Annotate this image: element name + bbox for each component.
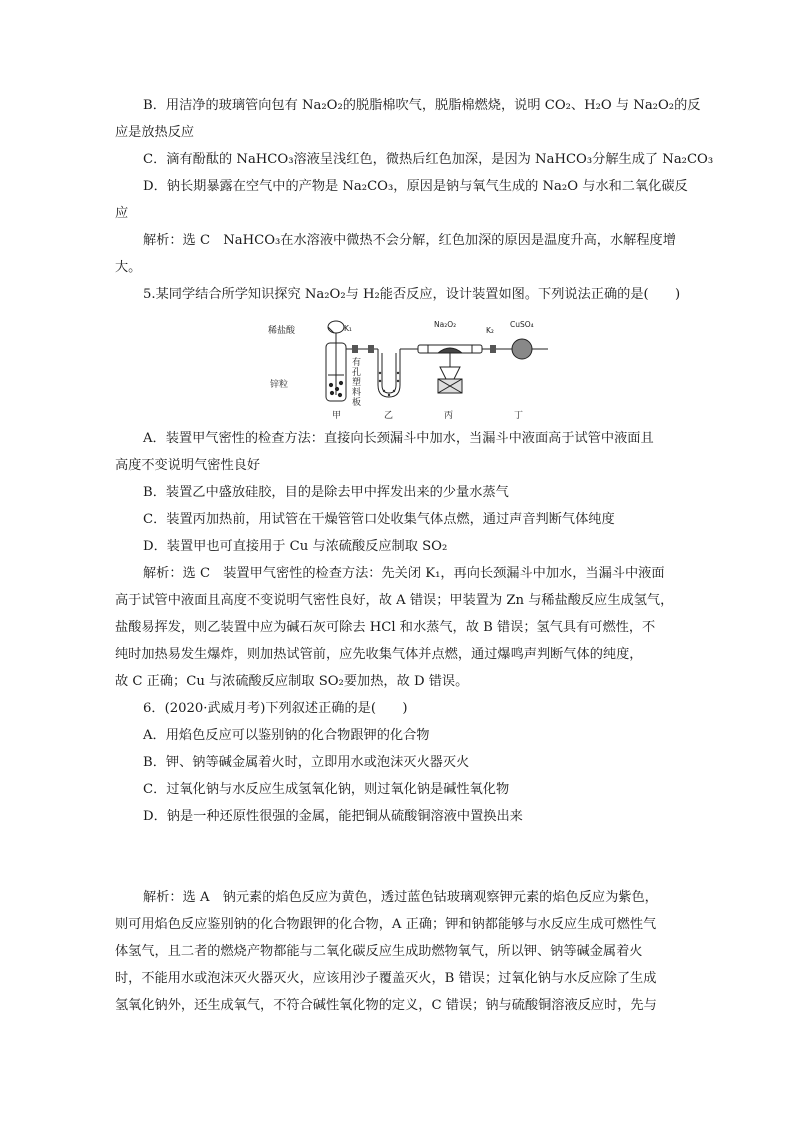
apparatus-figure xyxy=(268,313,558,425)
label-bing: 丙 xyxy=(444,411,454,421)
label-jia: 甲 xyxy=(332,411,342,421)
q5-option-c: C．装置丙加热前，用试管在干燥管管口处收集气体点燃，通过声音判断气体纯度 xyxy=(143,512,615,527)
q5-answer-line4: 纯时加热易发生爆炸，则加热试管前，应先收集气体并点燃，通过爆鸣声判断气体的纯度， xyxy=(115,647,643,662)
apparatus-yi xyxy=(378,349,418,397)
q6-option-b: B．钾、钠等碱金属着火时，立即用水或泡沫灭火器灭火 xyxy=(143,755,470,770)
q6-answer-line4: 时，不能用水或泡沫灭火器灭火，应该用沙子覆盖灭火，B 错误；过氧化钠与水反应除了生成 xyxy=(115,971,657,986)
apparatus-ding xyxy=(506,339,548,359)
q6-answer-line3: 体氢气，且二者的燃烧产物都能与二氧化碳反应生成助燃物氧气，所以钾、钠等碱金属着火 xyxy=(115,944,643,959)
q5-option-b: B．装置乙中盛放硅胶，目的是除去甲中挥发出来的少量水蒸气 xyxy=(143,485,509,500)
label-zinc: 锌粒 xyxy=(270,380,289,390)
q6-answer-line1: 解析：选 A 钠元素的焰色反应为黄色，透过蓝色钴玻璃观察钾元素的焰色反应为紫色， xyxy=(143,890,658,905)
q6-option-c: C．过氧化钠与水反应生成氢氧化钠，则过氧化钠是碱性氧化物 xyxy=(143,782,510,797)
label-ding: 丁 xyxy=(514,411,524,421)
q4-option-c: C．滴有酚酞的 NaHCO₃溶液呈浅红色，微热后红色加深，是因为 NaHCO₃分解生成了 Na₂CO₃ xyxy=(143,152,714,167)
label-plate-2: 孔 xyxy=(352,368,362,378)
q6-answer-line5: 氢氧化钠外，还生成氧气，不符合碱性氧化物的定义，C 错误；钠与硫酸铜溶液反应时，先与 xyxy=(115,998,657,1013)
q5-answer-line2: 高于试管中液面且高度不变说明气密性良好，故 A 错误；甲装置为 Zn 与稀盐酸反应生成氢气， xyxy=(115,593,674,608)
q6-answer-line2: 则可用焰色反应鉴别钠的化合物跟钾的化合物，A 正确；钾和钠都能够与水反应生成可燃性气 xyxy=(115,917,657,932)
label-plate-4: 料 xyxy=(352,388,362,398)
q5-option-d: D．装置甲也可直接用于 Cu 与浓硫酸反应制取 SO₂ xyxy=(143,539,448,554)
q4-option-b-line2: 应是放热反应 xyxy=(115,125,195,140)
q5-option-a-line1: A．装置甲气密性的检查方法：直接向长颈漏斗中加水，当漏斗中液面高于试管中液面且 xyxy=(143,431,654,446)
q6-option-d: D．钠是一种还原性很强的金属，能把铜从硫酸铜溶液中置换出来 xyxy=(143,809,523,824)
label-yi: 乙 xyxy=(384,411,394,421)
q5-option-a-line2: 高度不变说明气密性良好 xyxy=(115,458,261,473)
label-plate-3: 塑 xyxy=(352,378,362,388)
q5-answer-line3: 盐酸易挥发，则乙装置中应为碱石灰可除去 HCl 和水蒸气，故 B 错误；氢气具有可燃性，不 xyxy=(115,620,656,635)
q4-option-d-line2: 应 xyxy=(115,206,129,221)
q4-answer-line1: 解析：选 C NaHCO₃在水溶液中微热不会分解，红色加深的原因是温度升高，水解程度增 xyxy=(143,233,676,248)
q4-option-b-line1: B．用洁净的玻璃管向包有 Na₂O₂的脱脂棉吹气，脱脂棉燃烧，说明 CO₂、H₂O 与 Na₂O₂的反 xyxy=(143,98,701,113)
q4-answer-line2: 大。 xyxy=(115,260,142,275)
label-cuso4: CuSO₄ xyxy=(510,320,534,329)
label-plate-1: 有 xyxy=(352,358,362,368)
q5-stem: 5.某同学结合所学知识探究 Na₂O₂与 H₂能否反应，设计装置如图。下列说法正确的是( ) xyxy=(143,287,681,302)
label-na2o2: Na₂O₂ xyxy=(434,320,457,329)
label-k1: K₁ xyxy=(344,324,352,333)
apparatus-bing xyxy=(418,345,506,393)
q4-option-d-line1: D．钠长期暴露在空气中的产物是 Na₂CO₃，原因是钠与氧气生成的 Na₂O 与水和二氧化碳反 xyxy=(143,179,688,194)
label-plate-5: 板 xyxy=(352,398,362,408)
q6-option-a: A．用焰色反应可以鉴别钠的化合物跟钾的化合物 xyxy=(143,728,430,743)
q5-answer-line1: 解析：选 C 装置甲气密性的检查方法：先关闭 K₁，再向长颈漏斗中加水，当漏斗中液面 xyxy=(143,566,665,581)
label-k2: K₂ xyxy=(486,326,494,335)
q5-answer-line5: 故 C 正确；Cu 与浓硫酸反应制取 SO₂要加热，故 D 错误。 xyxy=(115,674,469,689)
q6-stem: 6．(2020·武威月考)下列叙述正确的是( ) xyxy=(143,701,408,716)
label-acid: 稀盐酸 xyxy=(268,326,296,336)
